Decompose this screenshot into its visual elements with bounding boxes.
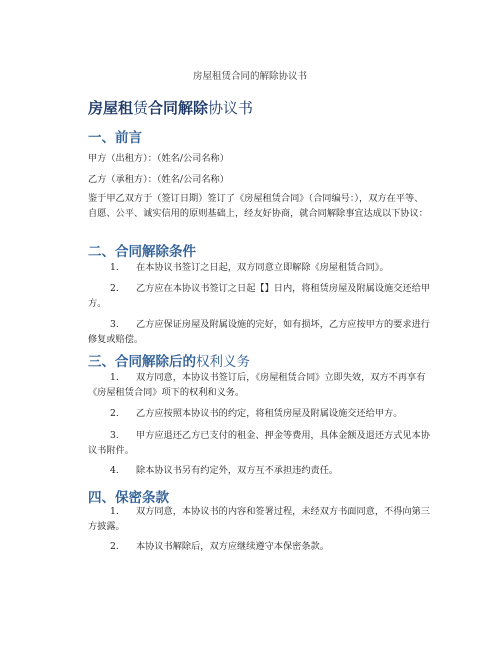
list-item: [88, 281, 430, 311]
heading-part-bold: 三、合同解除后的: [88, 354, 196, 370]
list-item-text: 乙方应保证房屋及附属设施的完好，如有损坏，乙方应按甲方的要求进行修复或赔偿。: [88, 319, 430, 345]
list-item-number: 1.: [110, 506, 119, 517]
list-item-text: 乙方应按照本协议书的约定，将租赁房屋及附属设施交还给甲方。: [136, 408, 403, 419]
heading-part-light: 权利义务: [196, 354, 250, 370]
list-item-text: 本协议书解除后，双方应继续遵守本保密条款。: [136, 541, 329, 552]
list-item-number: 2.: [110, 283, 119, 294]
list-item: [88, 504, 430, 534]
list-item-number: 2.: [110, 408, 119, 419]
list-item: [88, 406, 430, 421]
title-part-2: 赁: [133, 99, 149, 117]
running-header: 房屋租赁合同的解除协议书: [192, 71, 307, 82]
list-item-text: 双方同意，本协议书的内容和签署过程，未经双方书面同意，不得向第三方披露。: [88, 506, 430, 532]
title-part-1: 房屋租: [88, 99, 134, 117]
list-item: [88, 317, 430, 347]
list-item: [88, 370, 430, 400]
list-item: [88, 260, 430, 275]
section-heading-confidentiality: 四、保密条款: [88, 490, 169, 506]
title-part-4: 协议书: [208, 99, 254, 117]
list-item: [88, 428, 430, 458]
list-item-number: 4.: [110, 465, 119, 476]
list-item-number: 3.: [110, 319, 119, 330]
section-heading-preface: 一、前言: [88, 130, 142, 146]
section-heading-rights-obligations: [88, 350, 250, 370]
list-item-number: 3.: [110, 430, 119, 441]
list-item: [88, 539, 430, 554]
section-heading-termination-conditions: 二、合同解除条件: [88, 244, 196, 260]
list-item-number: 1.: [110, 372, 119, 383]
intro-paragraph: 鉴于甲乙双方于（签订日期）签订了《房屋租赁合同》（合同编号：），双方在平等、自愿、公平、诚实信用的原则基础上，经友好协商，就合同解除事宜达成以下协议：: [88, 193, 428, 219]
party-b-line: 乙方（承租方）：（姓名/公司名称）: [88, 174, 229, 185]
list-item-number: 2.: [110, 541, 119, 552]
list-item-text: 乙方应在本协议书签订之日起【】日内，将租赁房屋及附属设施交还给甲方。: [88, 283, 430, 309]
list-item: [88, 463, 430, 478]
list-item-text: 除本协议书另有约定外，双方互不承担违约责任。: [136, 465, 339, 476]
list-item-number: 1.: [110, 262, 119, 273]
document-title: [88, 97, 253, 118]
list-item-text: 在本协议书签订之日起，双方同意立即解除《房屋租赁合同》。: [136, 262, 389, 273]
party-a-line: 甲方（出租方）：（姓名/公司名称）: [88, 153, 229, 164]
title-part-3: 合同解除: [148, 99, 209, 117]
list-item-text: 甲方应退还乙方已支付的租金、押金等费用，具体金额及退还方式见本协议书附件。: [88, 430, 430, 456]
list-item-text: 双方同意，本协议书签订后，《房屋租赁合同》立即失效，双方不再享有《房屋租赁合同》项下的权利和义务。: [88, 372, 426, 398]
